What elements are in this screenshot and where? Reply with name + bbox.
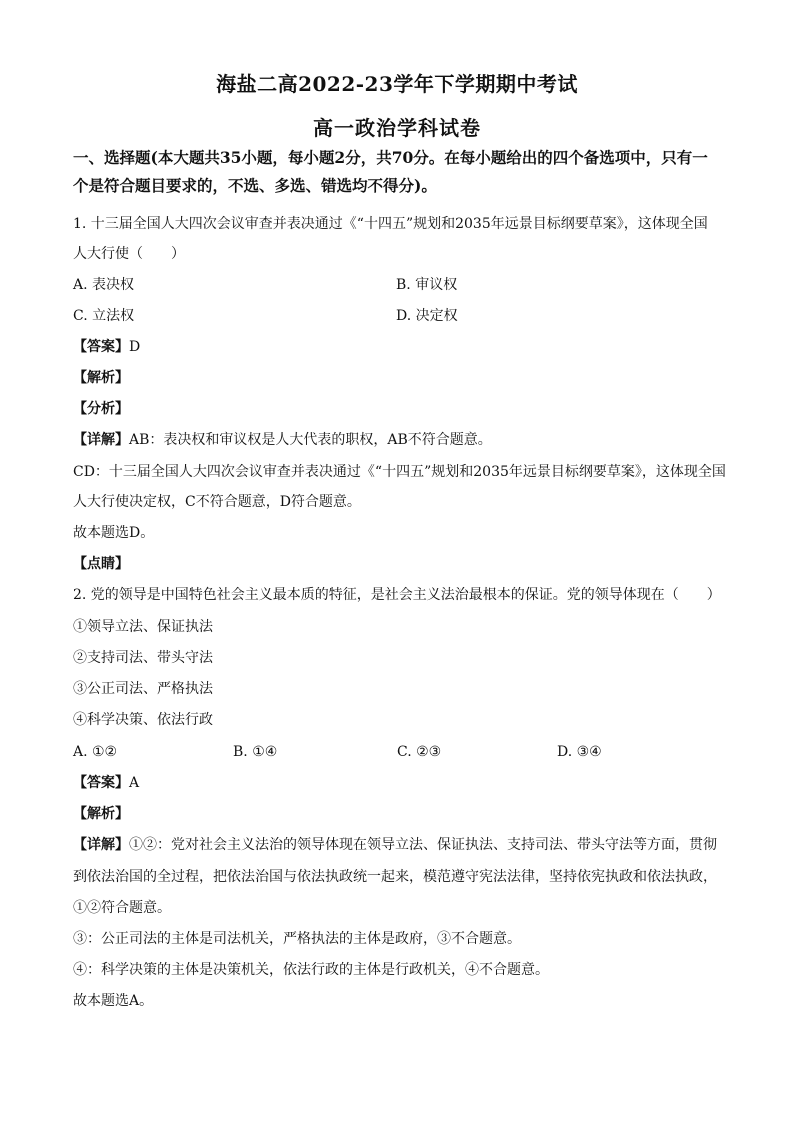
page-subtitle: 高一政治学科试卷 [313, 116, 481, 140]
q1-detail-line2: CD：十三届全国人大四次会议审查并表决通过《“十四五”规划和2035年远景目标纲要草案》，这体现全国 [73, 464, 726, 480]
q2-detail-line5: ④：科学决策的主体是决策机关，依法行政的主体是行政机关，④不合题意。 [73, 962, 549, 978]
answer-tag: 【答案】 [73, 775, 129, 791]
detail-tag: 【详解】 [73, 432, 129, 448]
q1-conclusion: 故本题选D。 [73, 525, 155, 541]
q2-detail-line4: ③：公正司法的主体是司法机关，严格执法的主体是政府，③不合题意。 [73, 931, 521, 947]
q2-option-c: C. ②③ [397, 744, 442, 760]
detail-tag: 【详解】 [73, 837, 129, 853]
q2-option-d: D. ③④ [557, 744, 602, 760]
q1-fenxi-tag: 【分析】 [73, 401, 129, 417]
q2-option-b: B. ①④ [233, 744, 278, 760]
answer-value: D [129, 339, 141, 355]
page-title: 海盐二高2022-23学年下学期期中考试 [216, 72, 578, 96]
q2-option-a: A. ①② [73, 744, 118, 760]
answer-value: A [129, 775, 140, 791]
q1-options-row1 [73, 275, 723, 295]
q1-option-a: A. 表决权 [73, 277, 135, 293]
q2-detail-line1 [73, 835, 717, 855]
q2-answer [73, 773, 139, 793]
q1-option-b: B. 审议权 [396, 277, 458, 293]
q2-item-4: ④科学决策、依法行政 [73, 712, 213, 728]
q1-options-row2 [73, 306, 723, 326]
q1-dianjing-tag: 【点睛】 [73, 556, 129, 572]
q1-option-d: D. 决定权 [396, 308, 458, 324]
q2-analysis-tag: 【解析】 [73, 806, 129, 822]
q1-answer [73, 337, 140, 357]
q2-detail-line3: ①②符合题意。 [73, 900, 171, 916]
detail-text: ①②：党对社会主义法治的领导体现在领导立法、保证执法、支持司法、带头守法等方面，贯彻 [129, 837, 717, 853]
q1-stem-line2: 人大行使（ ） [73, 246, 185, 262]
q2-item-2: ②支持司法、带头守法 [73, 650, 213, 666]
q2-detail-line2: 到依法治国的全过程，把依法治国与依法执政统一起来，模范遵守宪法法律，坚持依宪执政和依法执政， [73, 869, 717, 885]
detail-text: AB：表决权和审议权是人大代表的职权，AB不符合题意。 [129, 432, 492, 448]
q1-detail-line1 [73, 430, 492, 450]
q2-item-1: ①领导立法、保证执法 [73, 619, 213, 635]
answer-tag: 【答案】 [73, 339, 129, 355]
q2-conclusion: 故本题选A。 [73, 993, 154, 1009]
section-heading: 一、选择题(本大题共35小题，每小题2分，共70分。在每小题给出的四个备选项中，只有一个是符合题目要求的，不选、多选、错选均不得分)。 [73, 148, 708, 195]
q1-detail-line3: 人大行使决定权，C不符合题意，D符合题意。 [73, 494, 361, 510]
q2-options-row [73, 742, 723, 762]
q1-analysis-tag: 【解析】 [73, 370, 129, 386]
q2-item-3: ③公正司法、严格执法 [73, 681, 213, 697]
q1-option-c: C. 立法权 [73, 308, 135, 324]
q1-stem-line1: 1. 十三届全国人大四次会议审查并表决通过《“十四五”规划和2035年远景目标纲要草案》，这体现全国 [73, 216, 708, 232]
q2-stem: 2. 党的领导是中国特色社会主义最本质的特征，是社会主义法治最根本的保证。党的领导体现在（ ） [73, 587, 721, 603]
